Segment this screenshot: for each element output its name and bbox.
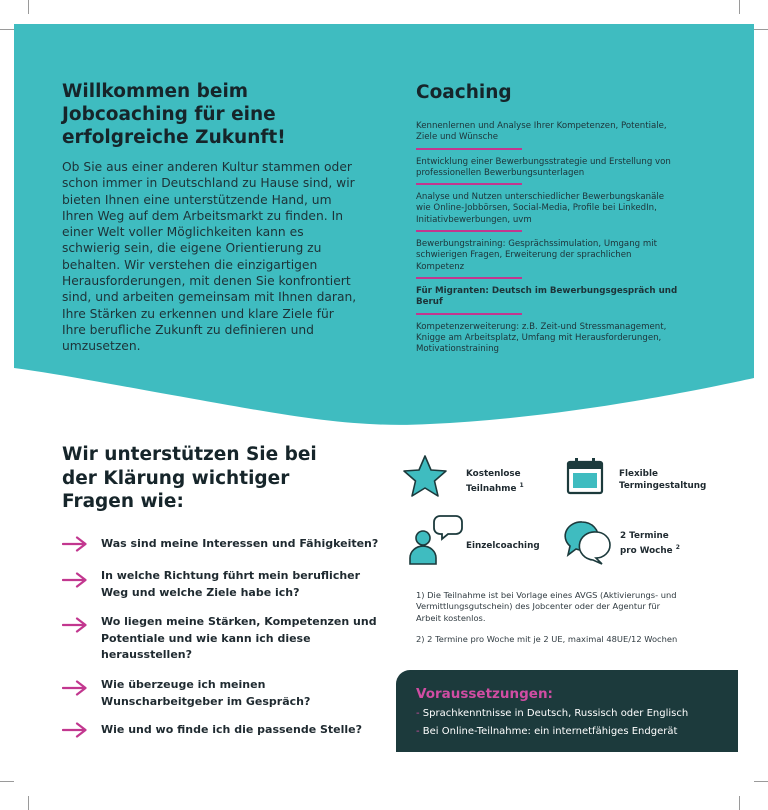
requirements-title: Voraussetzungen: — [416, 686, 553, 702]
feature-flexible: Flexible Termingestaltung — [562, 452, 732, 502]
arrow-right-icon — [62, 536, 88, 552]
crop-mark — [754, 781, 768, 782]
footnote-2: 2) 2 Termine pro Woche mit je 2 UE, maximal 48UE/12 Wochen — [416, 633, 678, 644]
chat-bubbles-icon — [562, 514, 614, 566]
requirement-item: - Sprachkenntnisse in Deutsch, Russisch oder Englisch — [416, 708, 689, 719]
support-title: Wir unterstützen Sie bei der Klärung wichtiger Fragen wie: — [62, 444, 317, 512]
coaching-item: Analyse und Nutzen unterschiedlicher Bewerbungskanäle wie Online-Jobbörsen, Social-Media, Profile bei LinkedIn, Initiativbewerbungen, uvm — [416, 192, 716, 232]
crop-mark — [739, 796, 740, 810]
arrow-right-icon — [62, 572, 88, 588]
feature-twice: 2 Termine pro Woche $^2$ — [562, 512, 732, 568]
coaching-item-migrants: Für Migranten: Deutsch im Bewerbungsgespräch und Beruf — [416, 286, 716, 315]
calendar-icon — [566, 457, 604, 495]
coaching-item: Kennenlernen und Analyse Ihrer Kompetenzen, Potentiale, Ziele und Wünsche — [416, 121, 716, 150]
coaching-section — [416, 82, 716, 368]
requirement-item: - Bei Online-Teilnahme: ein internetfähiges Endgerät — [416, 726, 678, 737]
crop-mark — [0, 781, 14, 782]
requirements-box — [396, 670, 738, 752]
arrow-right-icon — [62, 617, 88, 633]
coaching-item: Bewerbungstraining: Gesprächssimulation, Umgang mit schwierigen Fragen, Erweiterung der sprachlichen Kompetenz — [416, 239, 716, 279]
coaching-item: Entwicklung einer Bewerbungsstrategie und Erstellung von professionellen Bewerbungsunterlagen — [416, 157, 716, 186]
feature-free: Kostenlose Teilnahme $^1$ — [400, 452, 560, 502]
arrow-right-icon — [62, 680, 88, 696]
person-speech-icon — [406, 512, 464, 566]
coaching-item: Kompetenzerweiterung: z.B. Zeit-und Stressmanagement, Knigge am Arbeitsplatz, Umfang mit Herausforderungen, Motivationstraining — [416, 321, 667, 355]
footnote-1: 1) Die Teilnahme ist bei Vorlage eines AVGS (Aktivierungs- und Vermittlungsgutschein) des Jobcenter oder der Agentur für Arbeit kostenlos. — [416, 590, 677, 623]
coaching-title: Coaching — [416, 82, 512, 103]
welcome-title: Willkommen beim Jobcoaching für eine erfolgreiche Zukunft! — [62, 81, 286, 148]
welcome-section — [62, 80, 362, 355]
footnotes — [416, 590, 716, 655]
crop-mark — [28, 796, 29, 810]
arrow-right-icon — [62, 722, 88, 738]
star-icon — [402, 454, 448, 498]
feature-single: Einzelcoaching — [400, 512, 560, 568]
welcome-body: Ob Sie aus einer anderen Kultur stammen oder schon immer in Deutschland zu Hause sind, wir bieten Ihnen eine unterstützende Hand, um Ihren Weg auf dem Arbeitsmarkt zu finden. In einer Welt voller Möglichkeiten kann es schwierig sein, die eigene Orientierung zu behalten. Wir verstehen die einzigartigen Herausforderungen, mit denen Sie konfrontiert sind, und arbeiten gemeinsam mit Ihnen daran, Ihre Stärken zu erkennen und klare Ziele für Ihre berufliche Zukunft zu definieren und umzusetzen. — [62, 160, 357, 354]
support-section — [62, 443, 352, 514]
